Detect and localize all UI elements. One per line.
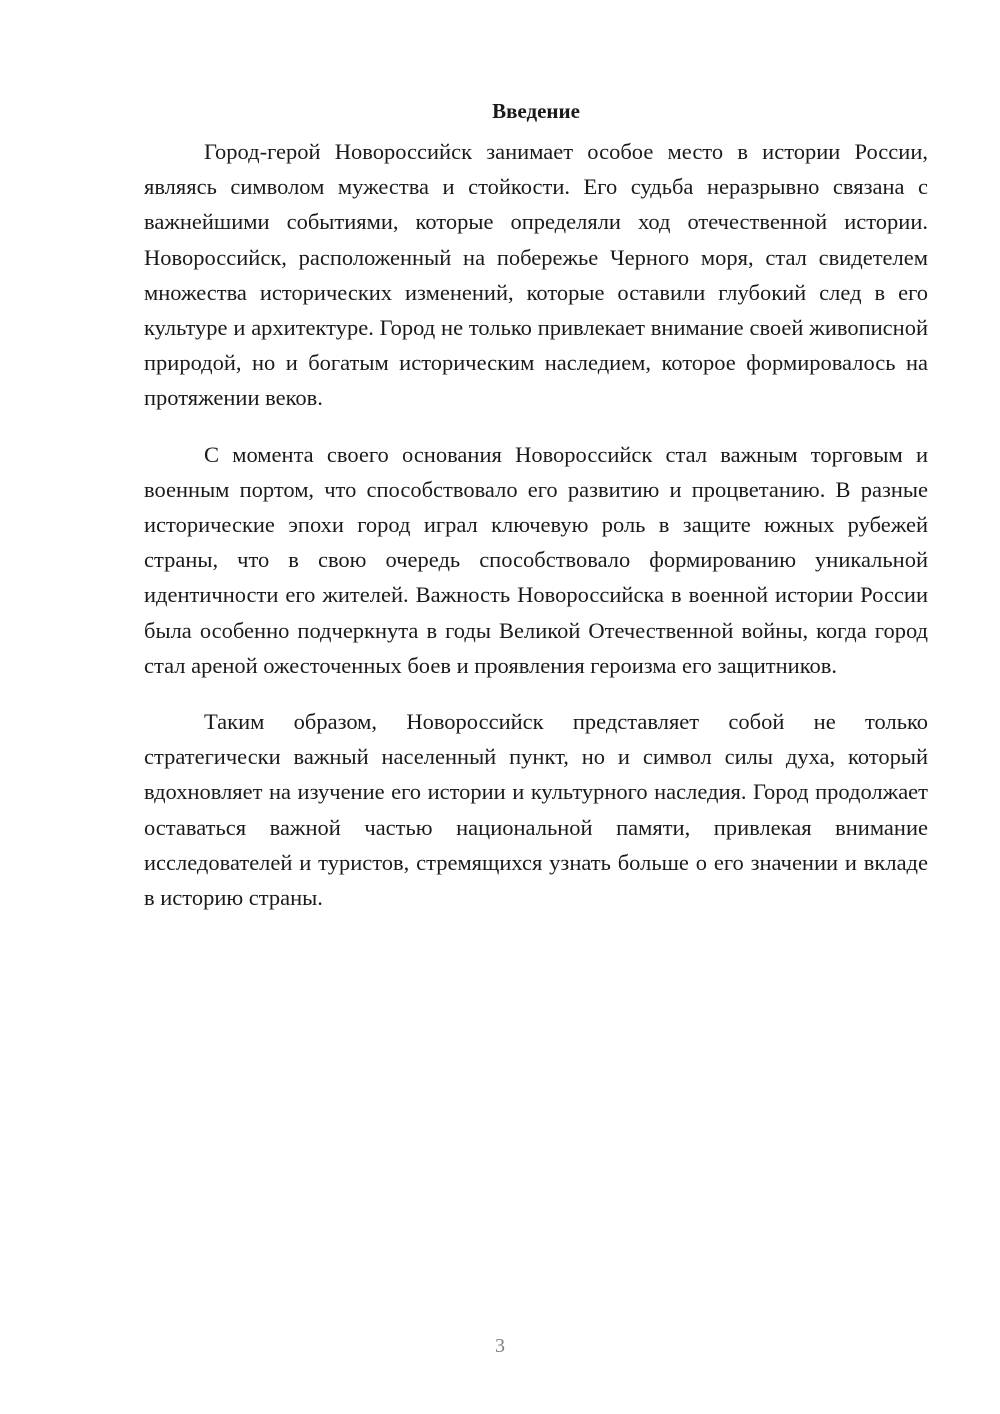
paragraph-2: С момента своего основания Новороссийск стал важным торговым и военным портом, что способствовало его развитию и процветанию. В разные исторические эпохи город играл ключевую роль в защите южных рубежей страны, что в свою очередь способствовало формированию уникальной идентичности его жителей. Важность Новороссийска в военной истории России была особенно подчеркнута в годы Великой Отечественной войны, когда город стал ареной ожесточенных боев и проявления героизма его защитников. [144,441,928,678]
page-content [144,96,928,936]
section-title: Введение [492,99,580,123]
paragraph-1: Город-герой Новороссийск занимает особое место в истории России, являясь символом мужества и стойкости. Его судьба неразрывно связана с важнейшими событиями, которые определяли ход отечественной истории. Новороссийск, расположенный на побережье Черного моря, стал свидетелем множества исторических изменений, которые оставили глубокий след в его культуре и архитектуре. Город не только привлекает внимание своей живописной природой, но и богатым историческим наследием, которое формировалось на протяжении веков. [144,139,928,411]
paragraph-3: Таким образом, Новороссийск представляет собой не только стратегически важный населенный пункт, но и символ силы духа, который вдохновляет на изучение его истории и культурного наследия. Город продолжает оставаться важной частью национальной памяти, привлекая внимание исследователей и туристов, стремящихся узнать больше о его значении и вкладе в историю страны. [144,709,928,911]
page-number: 3 [495,1335,505,1357]
